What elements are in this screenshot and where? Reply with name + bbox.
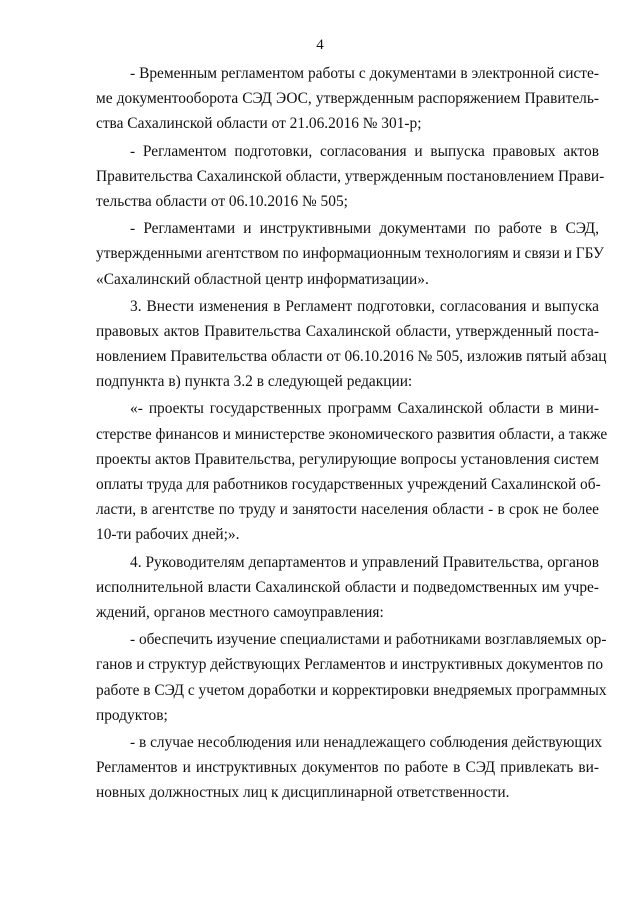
text-line: - Регламентами и инструктивными документами по работе в СЭД, xyxy=(130,220,599,238)
text-line: тельства области от 06.10.2016 № 505; xyxy=(96,192,348,210)
text-line: проекты актов Правительства, регулирующие вопросы установления систем xyxy=(96,450,599,468)
text-line: исполнительной власти Сахалинской области и подведомственных им учре- xyxy=(96,578,599,596)
text-line: «- проекты государственных программ Сахалинской области в мини- xyxy=(130,400,599,418)
text-line: ства Сахалинской области от 21.06.2016 № 301-р; xyxy=(96,115,422,133)
text-line: продуктов; xyxy=(96,706,168,724)
text-line: Регламентов и инструктивных документов по работе в СЭД привлекать ви- xyxy=(96,759,599,777)
text-line: работе в СЭД с учетом доработки и корректировки внедряемых программных xyxy=(96,681,607,699)
text-line: ганов и структур действующих Регламентов и инструктивных документов по xyxy=(96,656,604,674)
text-line: ждений, органов местного самоуправления: xyxy=(96,603,384,621)
text-line: новлением Правительства области от 06.10.2016 № 505, изложив пятый абзац xyxy=(96,348,607,366)
text-line: новных должностных лиц к дисциплинарной ответственности. xyxy=(96,784,510,802)
text-line: ласти, в агентстве по труду и занятости населения области - в срок не более xyxy=(96,501,599,519)
text-line: правовых актов Правительства Сахалинской области, утвержденный поста- xyxy=(96,322,599,340)
text-line: 4. Руководителям департаментов и управлений Правительства, органов xyxy=(130,553,599,571)
text-line: Правительства Сахалинской области, утвержденным постановлением Прави- xyxy=(96,167,605,185)
text-line: ме документооборота СЭД ЭОС, утвержденным распоряжением Правитель- xyxy=(96,90,599,108)
text-line: - Регламентом подготовки, согласования и выпуска правовых актов xyxy=(130,142,599,160)
text-line: оплаты труда для работников государственных учреждений Сахалинской об- xyxy=(96,476,601,493)
text-line: утвержденными агентством по информационным технологиям и связи и ГБУ xyxy=(96,245,604,263)
text-line: стерстве финансов и министерстве экономического развития области, а также xyxy=(96,425,608,443)
page-number: 4 xyxy=(316,37,324,53)
text-line: - обеспечить изучение специалистами и работниками возглавляемых ор- xyxy=(130,631,607,649)
text-line: подпункта в) пункта 3.2 в следующей редакции: xyxy=(96,373,413,391)
document-body xyxy=(96,61,608,805)
text-line: - Временным регламентом работы с документами в электронной систе- xyxy=(130,65,599,82)
text-line: 3. Внести изменения в Регламент подготовки, согласования и выпуска xyxy=(130,297,599,315)
text-line: 10-ти рабочих дней;». xyxy=(96,526,240,544)
text-line: - в случае несоблюдения или ненадлежащего соблюдения действующих xyxy=(130,733,603,751)
text-line: «Сахалинский областной центр информатизации». xyxy=(96,270,429,288)
